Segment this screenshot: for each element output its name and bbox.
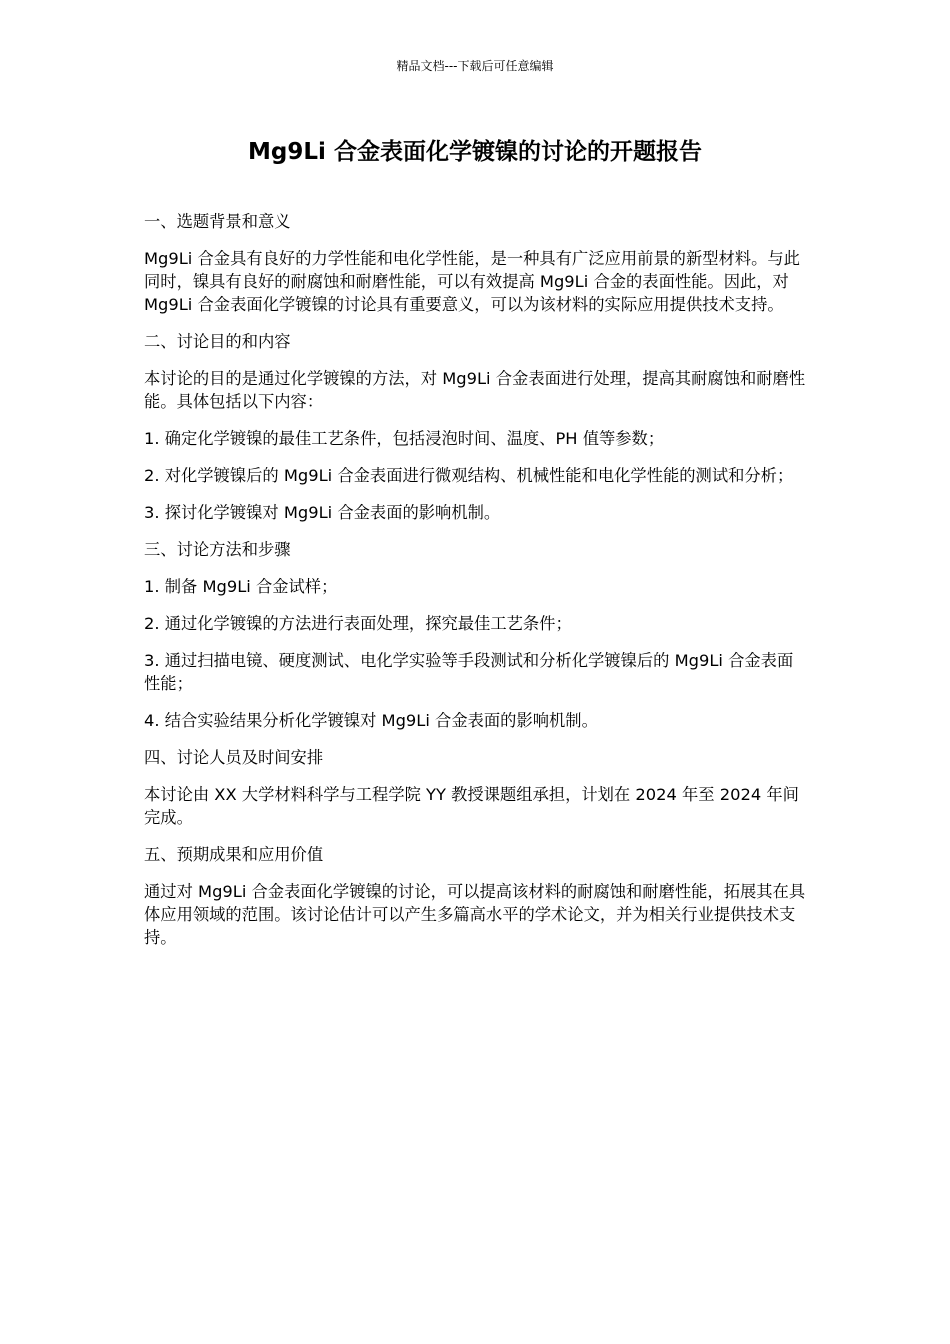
header-note: 精品文档---下载后可任意编辑 (396, 59, 554, 73)
body-paragraph: 通过对 Mg9Li 合金表面化学镀镍的讨论，可以提高该材料的耐腐蚀和耐磨性能，拓展其在具体应用领域的范围。该讨论估计可以产生多篇高水平的学术论文，并为相关行业提供技术支持。 (144, 882, 806, 947)
section-heading: 三、讨论方法和步骤 (144, 540, 291, 559)
section-heading: 一、选题背景和意义 (144, 212, 291, 231)
section-heading: 五、预期成果和应用价值 (144, 845, 324, 864)
list-item: 3. 通过扫描电镜、硬度测试、电化学实验等手段测试和分析化学镀镍后的 Mg9Li 合金表面性能； (144, 651, 794, 693)
document-title: Mg9Li 合金表面化学镀镍的讨论的开题报告 (248, 139, 702, 165)
list-item: 3. 探讨化学镀镍对 Mg9Li 合金表面的影响机制。 (144, 503, 501, 522)
body-paragraph: Mg9Li 合金具有良好的力学性能和电化学性能，是一种具有广泛应用前景的新型材料。与此同时，镍具有良好的耐腐蚀和耐磨性能，可以有效提高 Mg9Li 合金的表面性能。因此，对 Mg9Li 合金表面化学镀镍的讨论具有重要意义，可以为该材料的实际应用提供技术支持。 (144, 249, 800, 314)
list-item: 4. 结合实验结果分析化学镀镍对 Mg9Li 合金表面的影响机制。 (144, 711, 598, 730)
section-heading: 二、讨论目的和内容 (144, 332, 291, 351)
list-item: 1. 制备 Mg9Li 合金试样； (144, 577, 338, 596)
list-item: 2. 对化学镀镍后的 Mg9Li 合金表面进行微观结构、机械性能和电化学性能的测试和分析； (144, 466, 794, 485)
list-item: 2. 通过化学镀镍的方法进行表面处理，探究最佳工艺条件； (144, 614, 572, 633)
body-paragraph: 本讨论由 XX 大学材料科学与工程学院 YY 教授课题组承担，计划在 2024 年至 2024 年间完成。 (144, 785, 799, 827)
body-paragraph: 本讨论的目的是通过化学镀镍的方法，对 Mg9Li 合金表面进行处理，提高其耐腐蚀和耐磨性能。具体包括以下内容： (144, 369, 806, 411)
list-item: 1. 确定化学镀镍的最佳工艺条件，包括浸泡时间、温度、PH 值等参数； (144, 429, 665, 448)
section-heading: 四、讨论人员及时间安排 (144, 748, 324, 767)
document-body (144, 210, 808, 963)
